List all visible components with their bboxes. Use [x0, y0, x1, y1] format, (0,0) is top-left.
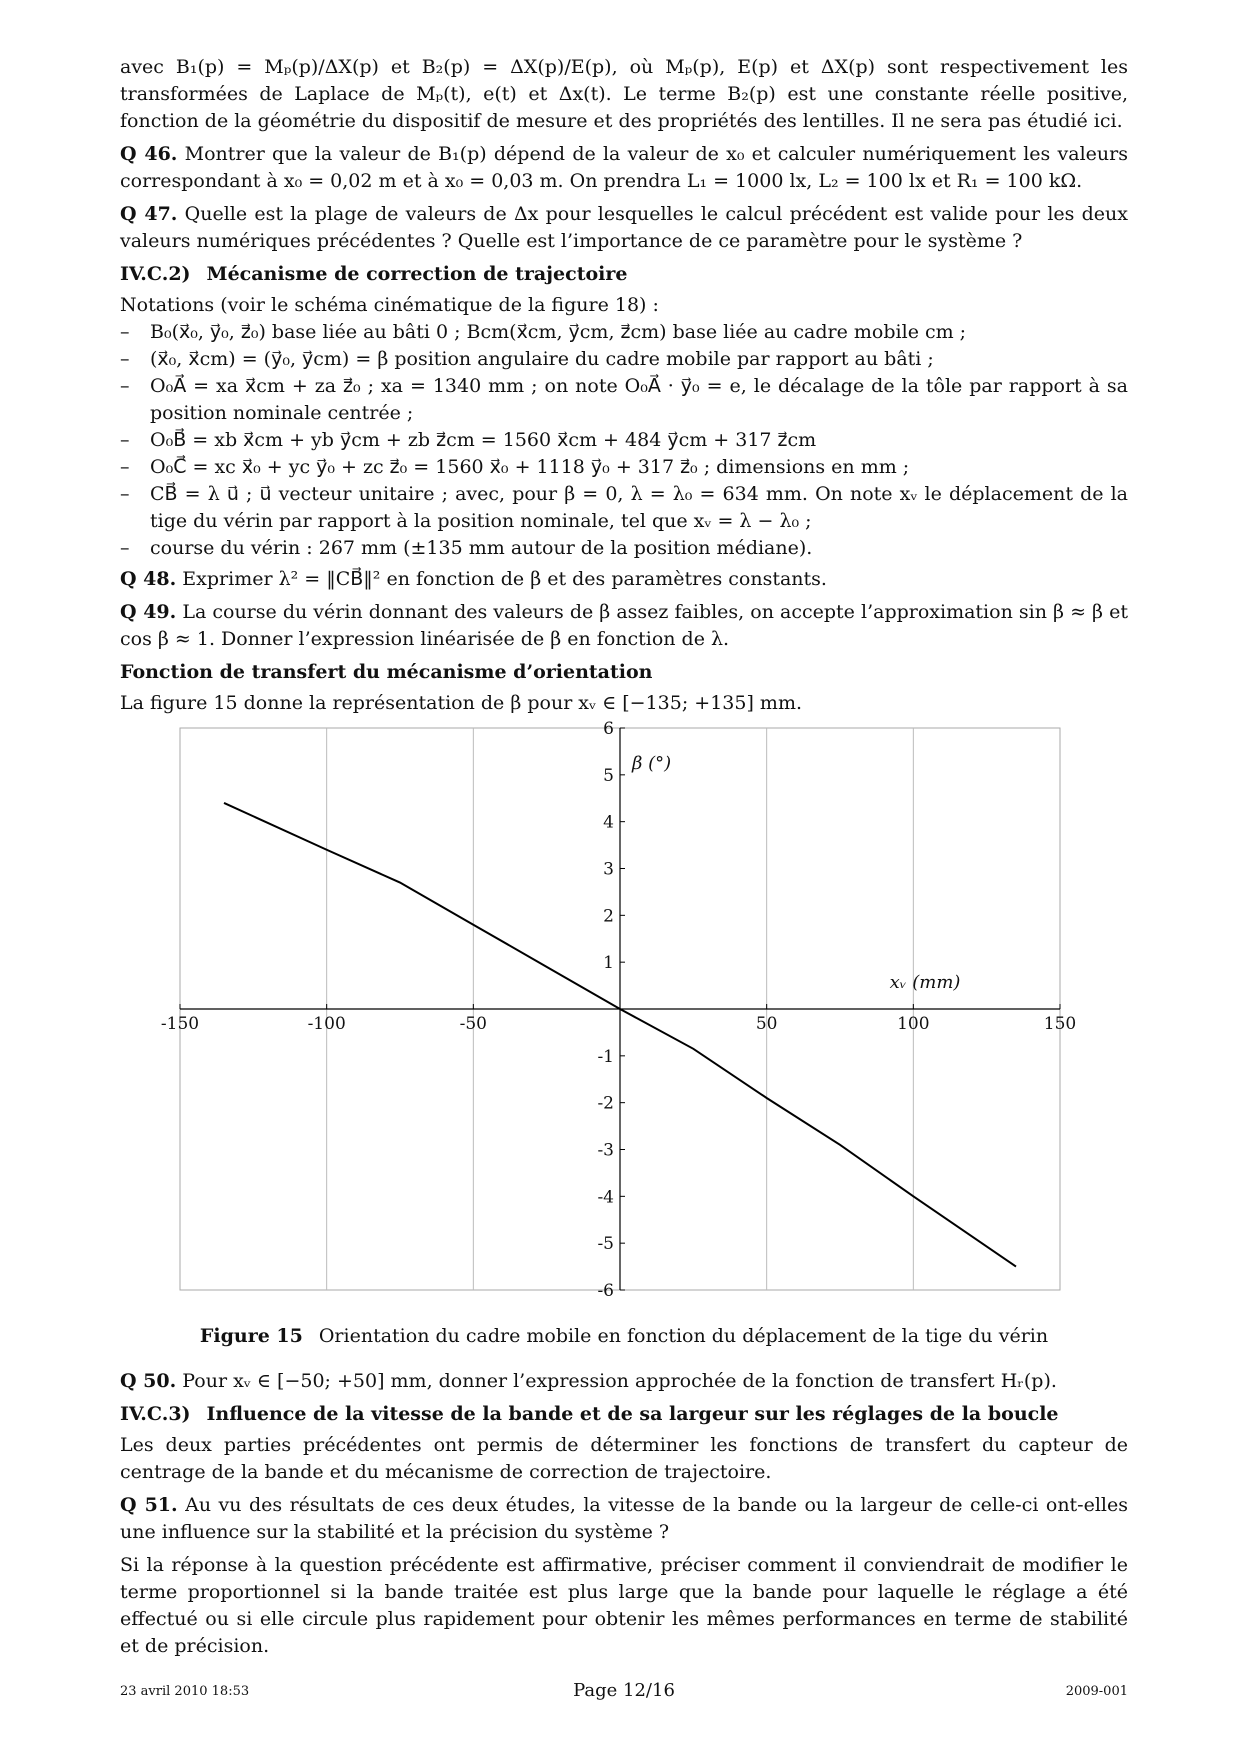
y-tick-label: 1 — [603, 953, 614, 974]
list-item: – B₀(x⃗₀, y⃗₀, z⃗₀) base liée au bâti 0 ; Bcm(x⃗cm, y⃗cm, z⃗cm) base liée au cadre mobile cm ; — [120, 319, 1128, 346]
section-title: Mécanisme de correction de trajectoire — [206, 263, 628, 285]
y-tick-label: 5 — [603, 765, 614, 786]
question-number: Q 48. — [120, 568, 177, 590]
question-number: Q 50. — [120, 1370, 177, 1392]
section-number: IV.C.3) — [120, 1403, 191, 1425]
question-number: Q 47. — [120, 203, 178, 225]
list-item: – (x⃗₀, x⃗cm) = (y⃗₀, y⃗cm) = β position angulaire du cadre mobile par rapport au bâti ; — [120, 346, 1128, 373]
question-number: Q 46. — [120, 143, 178, 165]
question-text: Exprimer λ² = ‖CB⃗‖² en fonction de β et des paramètres constants. — [182, 568, 827, 590]
y-tick-label: -5 — [597, 1234, 614, 1255]
chart-svg — [150, 718, 1090, 1318]
figure-label: Figure 15 — [199, 1325, 303, 1347]
figure-caption — [120, 1325, 1128, 1347]
page-footer — [120, 1680, 1128, 1704]
footer-page-number: Page 12/16 — [573, 1680, 675, 1701]
final-paragraph: Si la réponse à la question précédente est affirmative, préciser comment il conviendrait de modifier le terme proportionnel si la bande traitée est plus large que la bande pour laquelle le réglage a été effectué ou si elle circule plus rapidement pour obtenir les mêmes performances en terme de stabilité et de précision. — [120, 1554, 1128, 1657]
x-tick-label: 150 — [1043, 1014, 1077, 1034]
question-50 — [120, 1368, 1128, 1395]
x-tick-label: 100 — [897, 1014, 930, 1034]
y-axis-label: β (°) — [632, 753, 672, 775]
figure-caption-text: Orientation du cadre mobile en fonction du déplacement de la tige du vérin — [318, 1325, 1049, 1347]
question-47 — [120, 201, 1128, 255]
y-tick-label: -2 — [597, 1093, 614, 1114]
footer-code: 2009-001 — [1065, 1684, 1128, 1699]
question-49 — [120, 599, 1128, 653]
page-body-after-figure — [120, 1368, 1128, 1666]
list-item: – CB⃗ = λ u⃗ ; u⃗ vecteur unitaire ; avec, pour β = 0, λ = λ₀ = 634 mm. On note xᵥ le déplacement de la tige du vérin par rapport à la position nominale, tel que xᵥ = λ − λ₀ ; — [120, 481, 1128, 535]
y-tick-label: 4 — [603, 812, 614, 833]
y-tick-label: 2 — [603, 906, 614, 927]
list-item: – O₀C⃗ = xc x⃗₀ + yc y⃗₀ + zc z⃗₀ = 1560 x⃗₀ + 1118 y⃗₀ + 317 z⃗₀ ; dimensions en mm ; — [120, 454, 1128, 481]
section-title: Influence de la vitesse de la bande et de sa largeur sur les réglages de la boucle — [206, 1403, 1059, 1425]
x-tick-label: -100 — [307, 1014, 346, 1034]
question-text: Quelle est la plage de valeurs de Δx pour lesquelles le calcul précédent est valide pour les deux valeurs numériques précédentes ? Quelle est l’importance de ce paramètre pour le système ? — [120, 203, 1128, 252]
list-item: – course du vérin : 267 mm (±135 mm autour de la position médiane). — [120, 535, 1128, 562]
x-tick-label: -50 — [459, 1014, 488, 1034]
x-tick-label: 50 — [755, 1014, 778, 1034]
y-tick-label: -3 — [597, 1140, 614, 1161]
section-heading-c2 — [120, 261, 1128, 288]
question-text: Pour xᵥ ∈ [−50; +50] mm, donner l’expression approchée de la fonction de transfert Hᵣ(p). — [182, 1370, 1057, 1392]
list-item: – O₀A⃗ = xa x⃗cm + za z⃗₀ ; xa = 1340 mm ; on note O₀A⃗ · y⃗₀ = e, le décalage de la tôle par rapport à sa position nominale centrée ; — [120, 373, 1128, 427]
y-tick-label: -1 — [597, 1046, 614, 1067]
section-heading-c3 — [120, 1401, 1128, 1428]
c3-paragraph: Les deux parties précédentes ont permis de déterminer les fonctions de transfert du capteur de centrage de la bande et du mécanisme de correction de trajectoire. — [120, 1434, 1128, 1483]
y-tick-label: -4 — [597, 1187, 614, 1208]
notations-list — [120, 319, 1128, 562]
intro-paragraph: avec B₁(p) = Mₚ(p)/ΔX(p) et B₂(p) = ΔX(p)/E(p), où Mₚ(p), E(p) et ΔX(p) sont respectivement les transformées de Laplace de Mₚ(t), e(t) et Δx(t). Le terme B₂(p) est une constante réelle positive, fonction de la géométrie du dispositif de mesure et des propriétés des lentilles. Il ne sera pas étudié ici. — [120, 56, 1128, 132]
question-48 — [120, 566, 1128, 593]
figure-intro: La figure 15 donne la représentation de β pour xᵥ ∈ [−135; +135] mm. — [120, 692, 802, 714]
question-46 — [120, 141, 1128, 195]
question-number: Q 51. — [120, 1494, 178, 1516]
question-text: Au vu des résultats de ces deux études, la vitesse de la bande ou la largeur de celle-ci ont-elles une influence sur la stabilité et la précision du système ? — [120, 1494, 1128, 1543]
subsection-heading: Fonction de transfert du mécanisme d’orientation — [120, 661, 653, 683]
section-number: IV.C.2) — [120, 263, 191, 285]
question-51 — [120, 1492, 1128, 1546]
y-tick-label: -6 — [597, 1281, 614, 1301]
page-body — [120, 54, 1128, 723]
question-number: Q 49. — [120, 601, 177, 623]
x-axis-label: xᵥ (mm) — [889, 971, 961, 993]
question-text: Montrer que la valeur de B₁(p) dépend de la valeur de x₀ et calculer numériquement les valeurs correspondant à x₀ = 0,02 m et à x₀ = 0,03 m. On prendra L₁ = 1000 lx, L₂ = 100 lx et R₁ = 100 kΩ. — [120, 143, 1128, 192]
notations-intro: Notations (voir le schéma cinématique de la figure 18) : — [120, 294, 659, 316]
y-tick-label: 3 — [603, 859, 614, 880]
x-tick-label: -150 — [160, 1014, 200, 1034]
footer-date: 23 avril 2010 18:53 — [120, 1684, 250, 1699]
list-item: – O₀B⃗ = xb x⃗cm + yb y⃗cm + zb z⃗cm = 1560 x⃗cm + 484 y⃗cm + 317 z⃗cm — [120, 427, 1128, 454]
question-text: La course du vérin donnant des valeurs de β assez faibles, on accepte l’approximation sin β ≈ β et cos β ≈ 1. Donner l’expression linéarisée de β en fonction de λ. — [120, 601, 1128, 650]
y-tick-label: 6 — [603, 719, 614, 739]
figure-15-chart — [150, 718, 1090, 1318]
